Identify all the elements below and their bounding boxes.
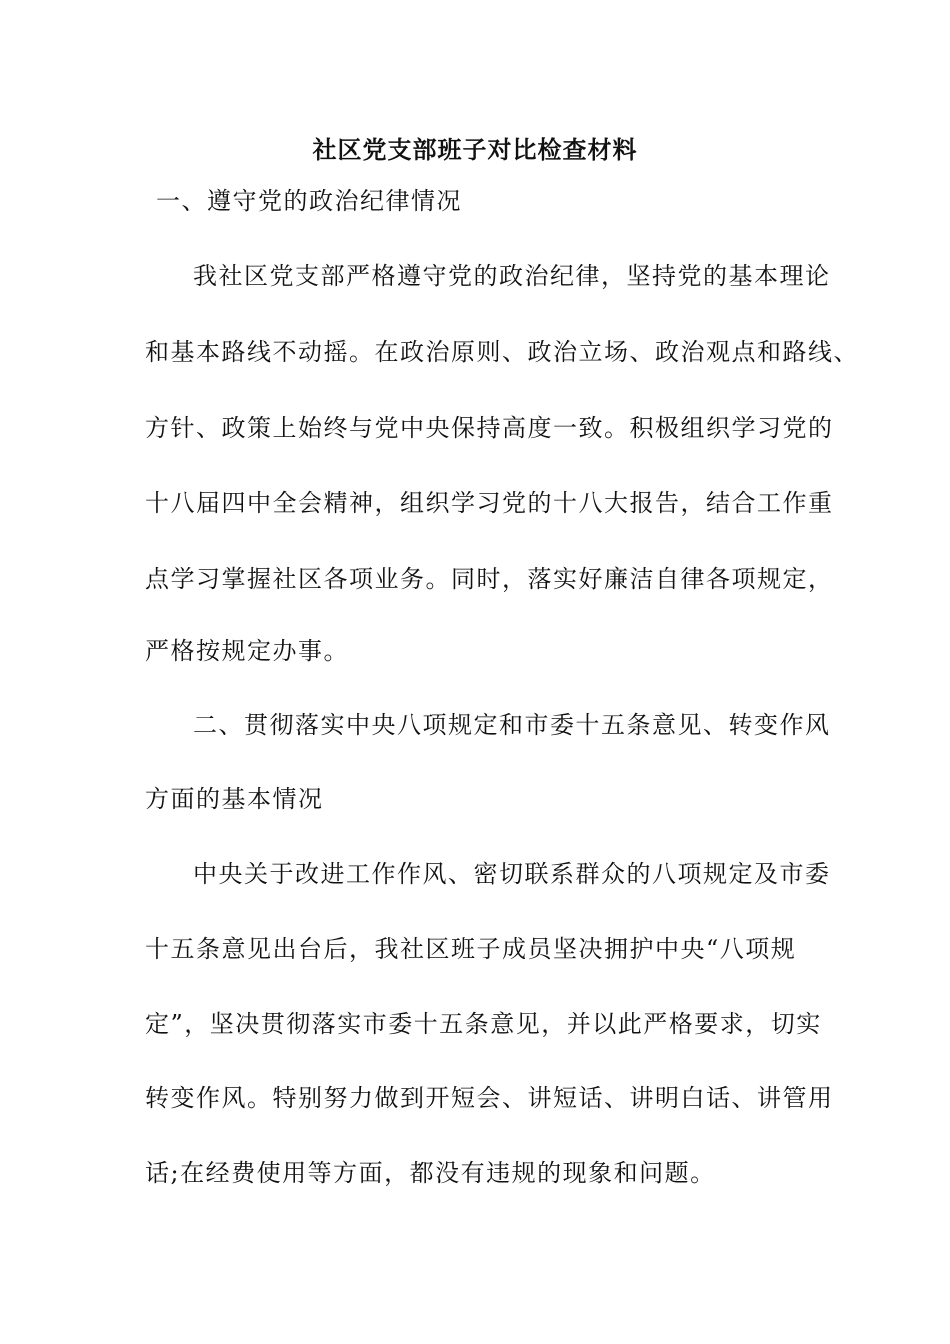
paragraph-1-line-4: 十八届四中全会精神，组织学习党的十八大报告，结合工作重 [145,489,834,517]
paragraph-2-line-1: 中央关于改进工作作风、密切联系群众的八项规定及市委 [193,860,831,888]
paragraph-1-line-6: 严格按规定办事。 [145,637,349,665]
document-title: 社区党支部班子对比检查材料 [312,135,638,164]
paragraph-2-line-5: 话;在经费使用等方面，都没有违规的现象和问题。 [145,1159,716,1187]
paragraph-1-line-5: 点学习掌握社区各项业务。同时，落实好廉洁自律各项规定， [145,565,834,593]
section-heading-2-line-2: 方面的基本情况 [145,785,324,813]
paragraph-1-line-1: 我社区党支部严格遵守党的政治纪律，坚持党的基本理论 [193,262,831,290]
paragraph-2-line-3: 定”，坚决贯彻落实市委十五条意见，并以此严格要求，切实 [145,1010,822,1038]
paragraph-2-line-2: 十五条意见出台后，我社区班子成员坚决拥护中央“八项规 [145,935,797,963]
paragraph-2-line-4: 转变作风。特别努力做到开短会、讲短话、讲明白话、讲管用 [145,1084,834,1112]
section-heading-2-line-1: 二、贯彻落实中央八项规定和市委十五条意见、转变作风 [193,711,831,739]
section-heading-1: 一、遵守党的政治纪律情况 [156,187,462,215]
paragraph-1-line-3: 方针、政策上始终与党中央保持高度一致。积极组织学习党的 [145,414,834,442]
paragraph-1-line-2: 和基本路线不动摇。在政治原则、政治立场、政治观点和路线、 [145,338,859,366]
